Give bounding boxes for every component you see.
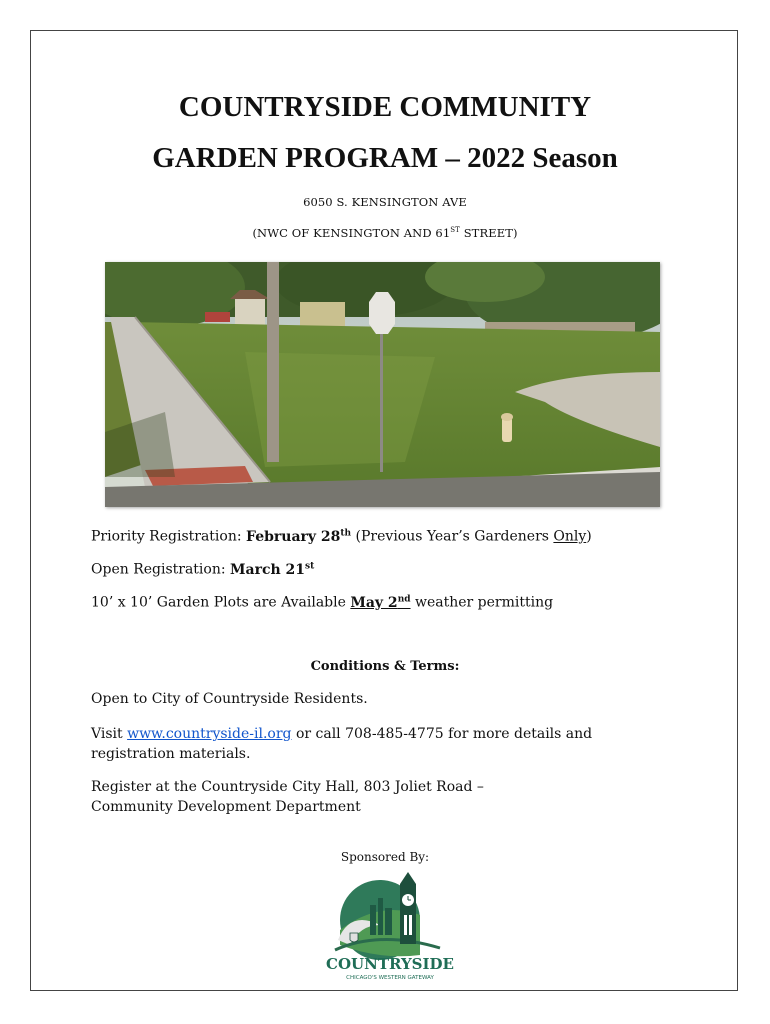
conditions-heading: Conditions & Terms: <box>310 659 460 674</box>
plots-availability: 10’ x 10’ Garden Plots are Available May 2nd weather permitting <box>91 594 554 611</box>
website-link[interactable]: www.countryside-il.org <box>127 726 292 742</box>
countryside-logo <box>320 870 460 985</box>
residents-condition: Open to City of Countryside Residents. <box>91 691 368 707</box>
visit-info: Visit www.countryside-il.org or call 708-485-4775 for more details and registration materials. <box>91 726 593 762</box>
logo-tagline: CHICAGO'S WESTERN GATEWAY <box>346 975 434 981</box>
open-registration: Open Registration: March 21st <box>91 561 315 578</box>
garden-site-photo <box>105 262 660 507</box>
priority-registration: Priority Registration: February 28th (Previous Year’s Gardeners Only) <box>91 528 592 545</box>
sponsored-by-label: Sponsored By: <box>340 850 430 864</box>
address-corner: (NWC OF KENSINGTON AND 61ST STREET) <box>252 226 518 240</box>
logo-text: COUNTRYSIDE <box>326 955 454 973</box>
title-line-2: GARDEN PROGRAM – 2022 Season <box>152 142 618 174</box>
title-line-1: COUNTRYSIDE COMMUNITY <box>178 91 592 123</box>
address-street: 6050 S. KENSINGTON AVE <box>303 195 467 209</box>
register-location: Register at the Countryside City Hall, 803 Joliet Road – Community Development Department <box>91 779 484 815</box>
